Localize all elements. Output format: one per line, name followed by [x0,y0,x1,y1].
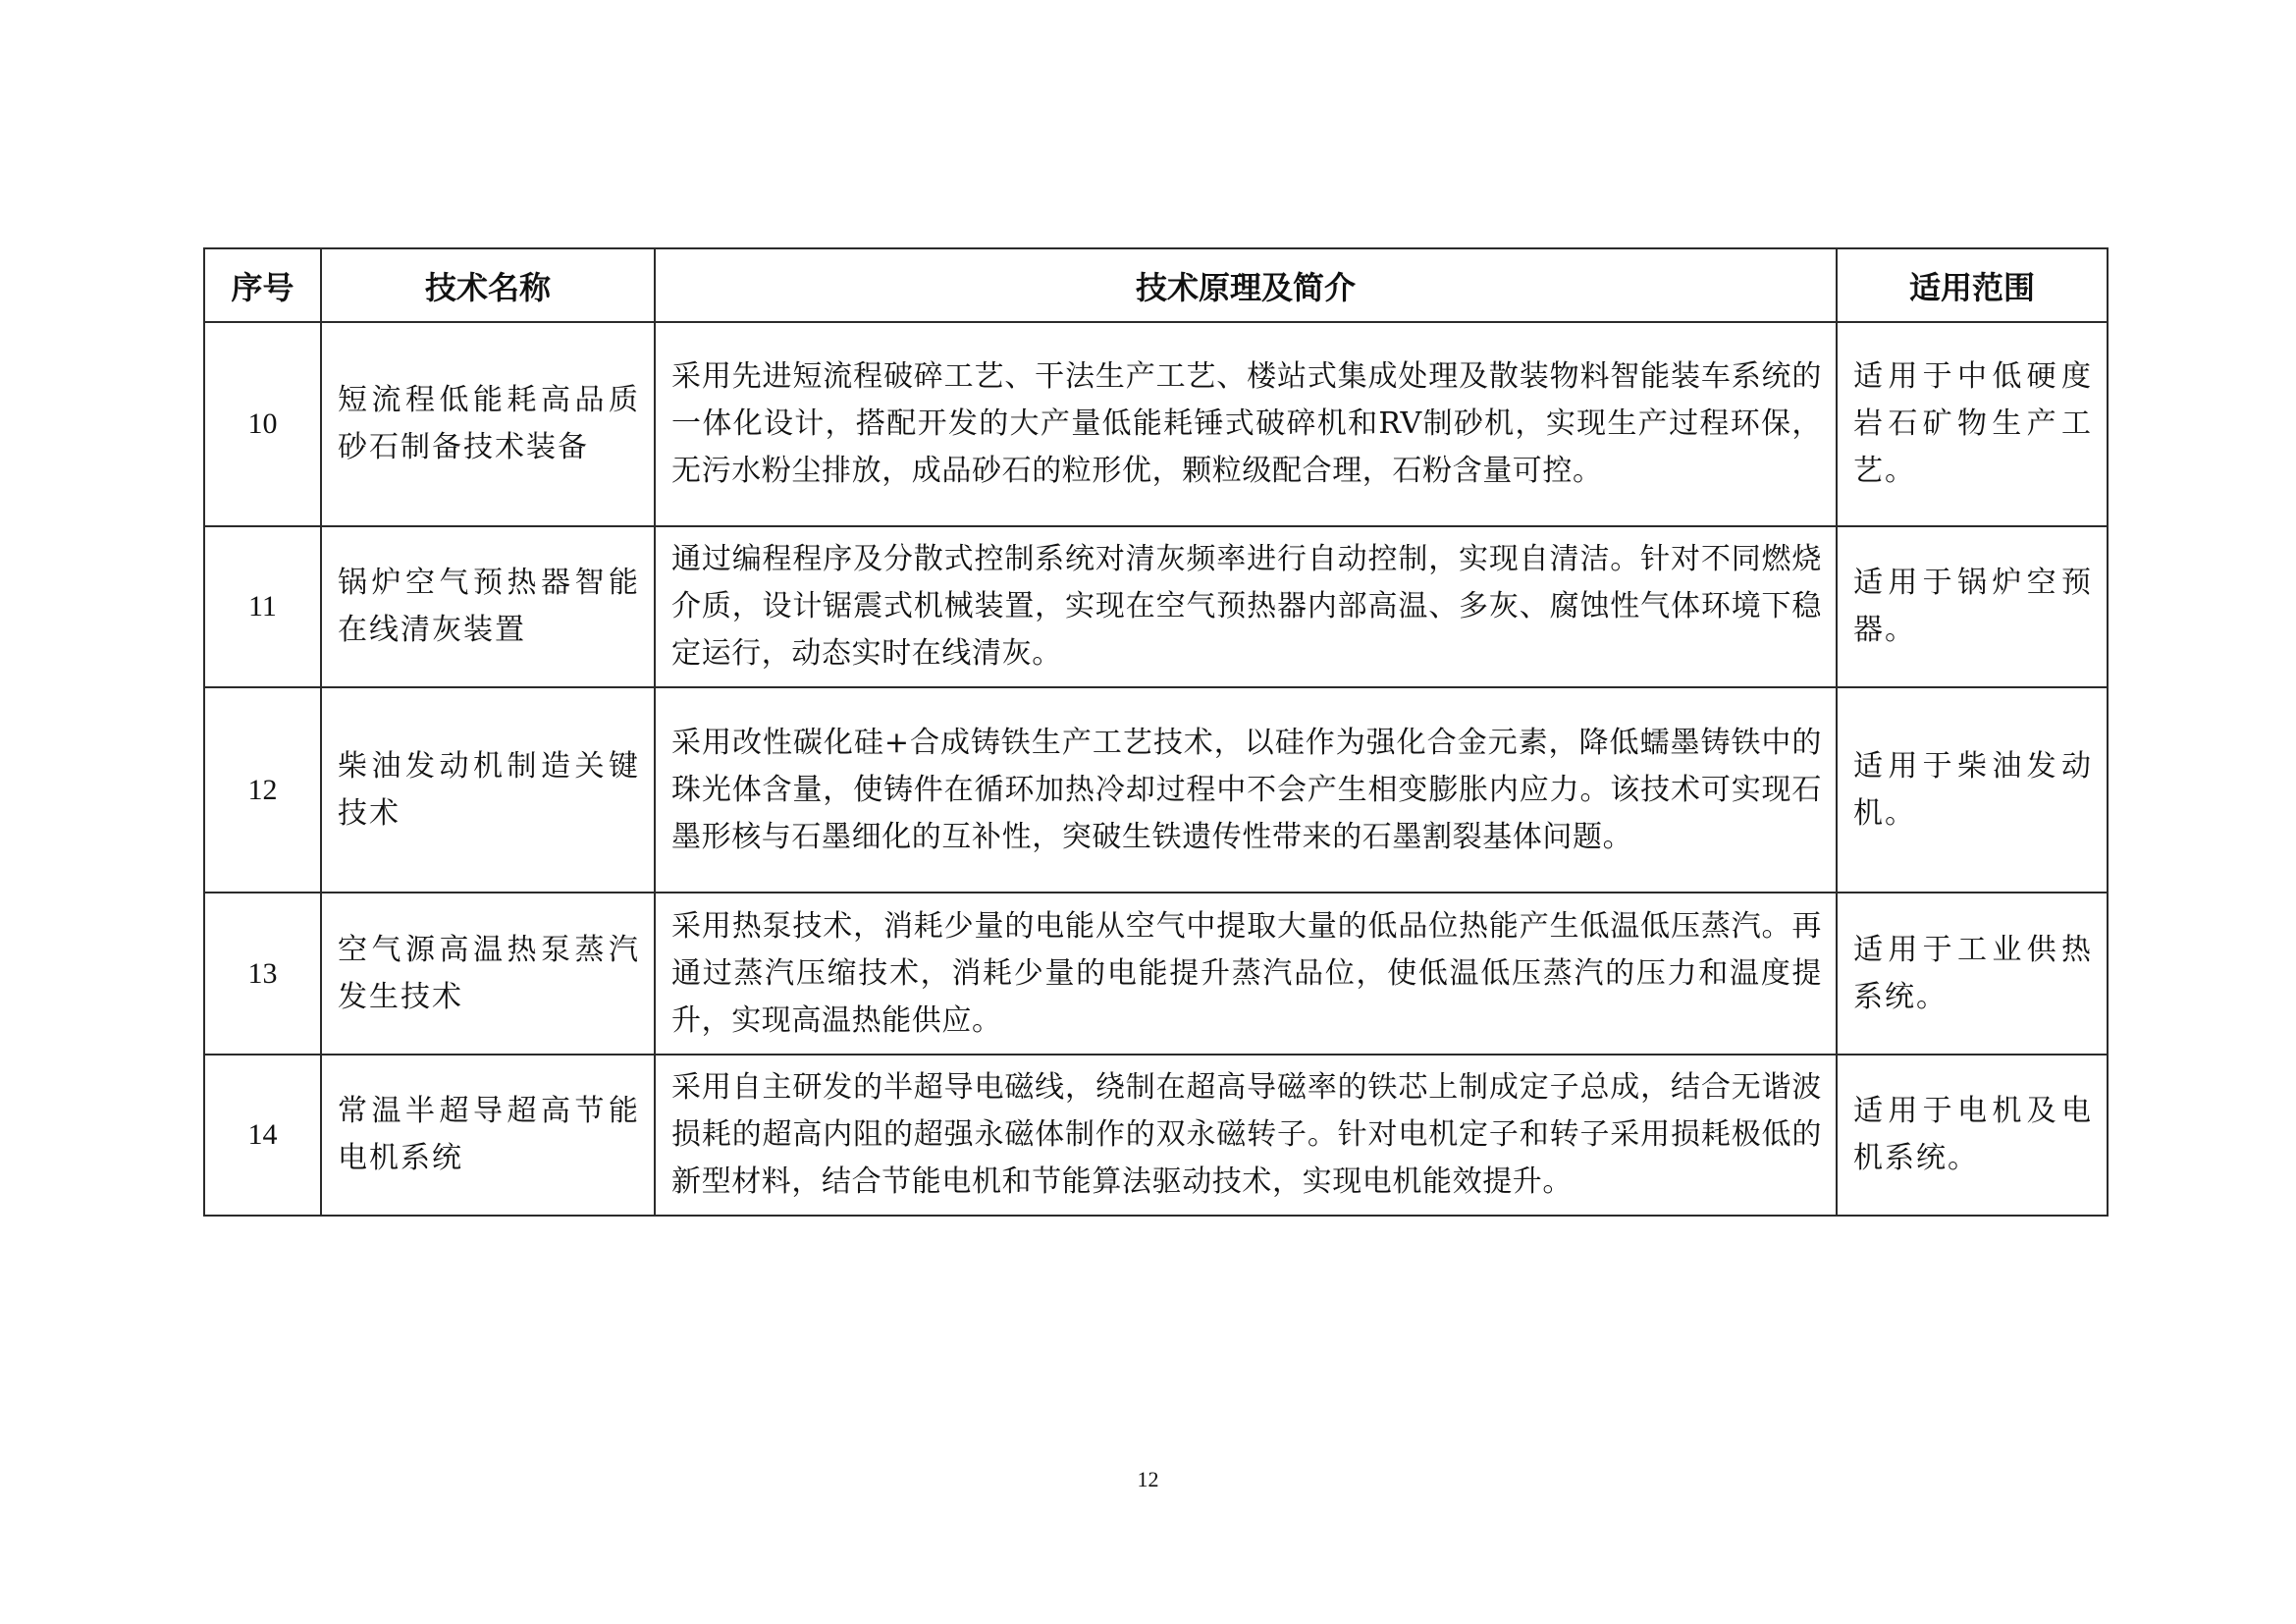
table-header-row [204,248,2108,322]
technology-description: 采用热泵技术，消耗少量的电能从空气中提取大量的低品位热能产生低温低压蒸汽。再通过蒸汽压缩技术，消耗少量的电能提升蒸汽品位，使低温低压蒸汽的压力和温度提升，实现高温热能供应。 [655,893,1837,1055]
technology-table [203,247,2109,1217]
page-number: 12 [1137,1467,1159,1491]
technology-description: 采用自主研发的半超导电磁线，绕制在超高导磁率的铁芯上制成定子总成，结合无谐波损耗的超高内阻的超强永磁体制作的双永磁转子。针对电机定子和转子采用损耗极低的新型材料，结合节能电机和节能算法驱动技术，实现电机能效提升。 [655,1055,1837,1216]
table-row [204,1055,2108,1216]
row-number: 13 [204,893,321,1055]
table-row [204,526,2108,687]
technology-name: 短流程低能耗高品质砂石制备技术装备 [321,322,655,526]
table-row [204,322,2108,526]
application-scope: 适用于电机及电机系统。 [1837,1055,2108,1216]
technology-name: 锅炉空气预热器智能在线清灰装置 [321,526,655,687]
technology-name: 常温半超导超高节能电机系统 [321,1055,655,1216]
header-scope: 适用范围 [1837,248,2108,322]
header-no: 序号 [204,248,321,322]
technology-name: 空气源高温热泵蒸汽发生技术 [321,893,655,1055]
technology-name: 柴油发动机制造关键技术 [321,687,655,893]
row-number: 11 [204,526,321,687]
technology-description: 采用改性碳化硅+合成铸铁生产工艺技术，以硅作为强化合金元素，降低蠕墨铸铁中的珠光体含量，使铸件在循环加热冷却过程中不会产生相变膨胀内应力。该技术可实现石墨形核与石墨细化的互补性，突破生铁遗传性带来的石墨割裂基体问题。 [655,687,1837,893]
row-number: 12 [204,687,321,893]
application-scope: 适用于锅炉空预器。 [1837,526,2108,687]
table-row [204,893,2108,1055]
technology-description: 通过编程程序及分散式控制系统对清灰频率进行自动控制，实现自清洁。针对不同燃烧介质，设计锯震式机械装置，实现在空气预热器内部高温、多灰、腐蚀性气体环境下稳定运行，动态实时在线清灰。 [655,526,1837,687]
row-number: 10 [204,322,321,526]
application-scope: 适用于工业供热系统。 [1837,893,2108,1055]
technology-description: 采用先进短流程破碎工艺、干法生产工艺、楼站式集成处理及散装物料智能装车系统的一体化设计，搭配开发的大产量低能耗锤式破碎机和RV制砂机，实现生产过程环保，无污水粉尘排放，成品砂石的粒形优，颗粒级配合理，石粉含量可控。 [655,322,1837,526]
header-desc: 技术原理及简介 [655,248,1837,322]
table-row [204,687,2108,893]
application-scope: 适用于中低硬度岩石矿物生产工艺。 [1837,322,2108,526]
header-name: 技术名称 [321,248,655,322]
application-scope: 适用于柴油发动机。 [1837,687,2108,893]
row-number: 14 [204,1055,321,1216]
